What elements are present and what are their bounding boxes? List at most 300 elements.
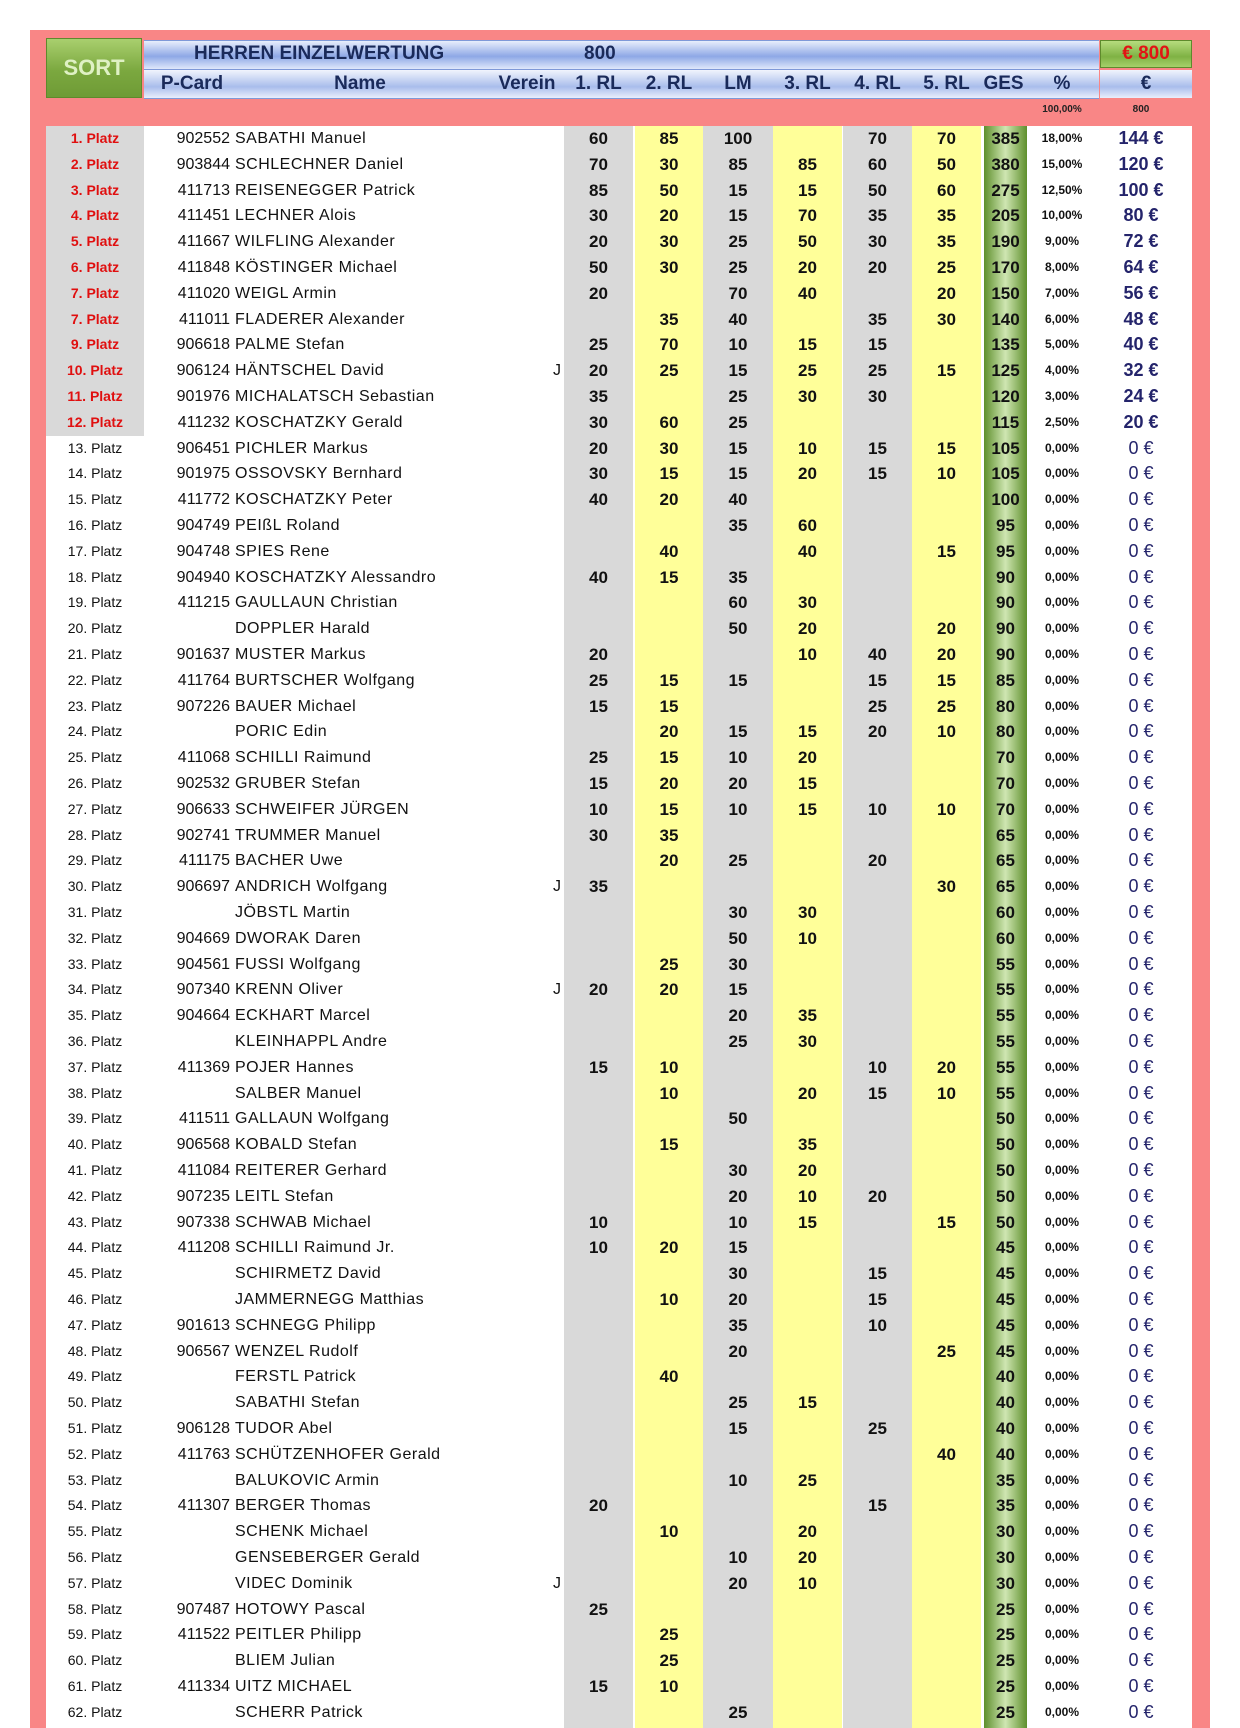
euro-cell: 0 € <box>1128 1650 1154 1671</box>
percent-cell: 0,00% <box>1044 1008 1080 1023</box>
lm-score: 40 <box>728 490 748 510</box>
place-cell: 25. Platz <box>67 749 123 766</box>
round5-score <box>912 590 981 616</box>
table-row[interactable] <box>46 668 1192 694</box>
table-row[interactable] <box>46 874 1192 900</box>
name-cell: SABATHI Stefan <box>235 1394 360 1412</box>
round5-score: 25 <box>937 696 956 716</box>
percent-cell: 0,00% <box>1044 621 1080 636</box>
place-cell: 37. Platz <box>67 1058 123 1075</box>
table-row[interactable] <box>46 1003 1192 1029</box>
place-cell: 53. Platz <box>67 1471 123 1488</box>
pcard-cell: 411232 <box>177 413 230 431</box>
round4-score: 25 <box>868 1419 887 1438</box>
name-cell: JÖBSTL Martin <box>235 904 351 921</box>
name-cell: LEITL Stefan <box>235 1187 334 1205</box>
percent-cell: 0,00% <box>1044 1524 1080 1539</box>
table-row[interactable] <box>46 1390 1192 1416</box>
round2-score: 40 <box>659 541 679 561</box>
place-cell: 24. Platz <box>67 723 123 740</box>
round1-score: 40 <box>589 567 608 587</box>
name-cell: PALME Stefan <box>235 336 345 354</box>
round1-score <box>564 848 633 874</box>
table-row[interactable] <box>46 926 1192 952</box>
round3-score <box>773 307 842 333</box>
lm-score <box>703 1442 773 1468</box>
round3-score <box>773 823 842 849</box>
table-row[interactable] <box>46 1674 1192 1700</box>
table-row[interactable] <box>46 1468 1192 1494</box>
total-score: 40 <box>996 1367 1015 1387</box>
place-cell: 14. Platz <box>67 465 123 482</box>
euro-cell: 0 € <box>1128 1031 1154 1051</box>
round3-score: 20 <box>798 619 817 639</box>
pcard-cell: 906568 <box>176 1136 230 1154</box>
table-row[interactable] <box>46 1235 1192 1261</box>
lm-score: 15 <box>728 722 748 742</box>
total-score: 30 <box>996 1522 1015 1542</box>
round2-score <box>635 1390 703 1416</box>
table-row[interactable] <box>46 410 1192 436</box>
place-cell: 39. Platz <box>67 1110 123 1127</box>
round1-score: 60 <box>589 129 608 148</box>
table-row[interactable] <box>46 255 1192 281</box>
euro-cell: 100 € <box>1118 179 1164 200</box>
table-row[interactable] <box>46 1055 1192 1081</box>
round5-score <box>912 771 981 797</box>
table-row[interactable] <box>46 513 1192 539</box>
round2-score <box>635 642 703 668</box>
round2-score: 20 <box>659 1238 679 1258</box>
round3-score <box>773 1106 842 1132</box>
table-row[interactable] <box>46 1364 1192 1390</box>
round1-score <box>564 1622 633 1648</box>
round2-score: 30 <box>659 154 679 174</box>
euro-cell: 20 € <box>1123 411 1159 432</box>
pcard-cell <box>154 719 230 745</box>
name-cell: SCHNEGG Philipp <box>235 1316 376 1334</box>
column-header-ges[interactable]: GES <box>983 73 1024 94</box>
table-row[interactable] <box>46 1106 1192 1132</box>
euro-cell: 0 € <box>1128 1443 1154 1464</box>
column-header-r2[interactable]: 2. RL <box>645 73 693 94</box>
pcard-cell: 411208 <box>177 1239 230 1257</box>
table-row[interactable] <box>46 487 1192 513</box>
sheet-title: HERREN EINZELWERTUNG <box>194 43 445 64</box>
percent-cell: 0,00% <box>1044 724 1080 739</box>
pcard-cell: 902552 <box>176 130 230 147</box>
table-row[interactable] <box>46 1648 1192 1674</box>
round4-score <box>843 281 912 307</box>
euro-cell: 0 € <box>1128 1392 1154 1413</box>
round1-score <box>564 1519 633 1545</box>
column-header-r5[interactable]: 5. RL <box>923 73 970 94</box>
round5-score <box>912 1184 981 1210</box>
table-row[interactable] <box>46 436 1192 462</box>
table-row[interactable] <box>46 1519 1192 1545</box>
round3-score <box>773 1364 842 1390</box>
euro-cell: 0 € <box>1128 1134 1154 1155</box>
round3-score <box>773 977 842 1003</box>
table-row[interactable] <box>46 952 1192 978</box>
percent-cell: 4,00% <box>1044 363 1080 378</box>
sort-button[interactable]: SORT <box>46 38 142 98</box>
table-row[interactable] <box>46 1081 1192 1107</box>
round2-score: 30 <box>659 438 679 458</box>
euro-cell: 56 € <box>1123 282 1159 303</box>
round2-score: 30 <box>659 258 679 277</box>
euro-cell: 64 € <box>1123 257 1159 277</box>
euro-cell: 0 € <box>1128 669 1154 690</box>
round3-score: 20 <box>798 748 817 768</box>
round1-score <box>564 1029 633 1055</box>
lm-score: 15 <box>728 464 748 484</box>
euro-cell: 0 € <box>1128 1624 1154 1645</box>
euro-cell: 0 € <box>1128 463 1154 484</box>
table-row[interactable] <box>46 694 1192 720</box>
round4-score <box>843 1468 912 1494</box>
percent-cell: 0,00% <box>1044 440 1080 455</box>
table-row[interactable] <box>46 203 1192 229</box>
round1-score: 85 <box>589 180 608 200</box>
name-cell: HOTOWY Pascal <box>235 1600 366 1618</box>
table-row[interactable] <box>46 1493 1192 1519</box>
table-row[interactable] <box>46 1339 1192 1365</box>
euro-cell: 0 € <box>1128 1340 1154 1361</box>
round2-score <box>635 1261 703 1287</box>
percent-cell: 0,00% <box>1044 879 1080 894</box>
table-row[interactable] <box>46 771 1192 797</box>
round1-score <box>564 1468 633 1494</box>
total-score: 50 <box>996 1109 1015 1129</box>
round4-score <box>843 1364 912 1390</box>
round1-score: 10 <box>589 1238 608 1258</box>
round1-score <box>564 307 633 333</box>
table-row[interactable] <box>46 1545 1192 1571</box>
euro-cell: 0 € <box>1128 850 1154 871</box>
lm-score: 30 <box>728 1161 748 1180</box>
euro-cell: 0 € <box>1128 1521 1154 1542</box>
table-row[interactable] <box>46 848 1192 874</box>
table-row[interactable] <box>46 1287 1192 1313</box>
percent-cell: 0,00% <box>1044 853 1080 868</box>
table-row[interactable] <box>46 590 1192 616</box>
table-row[interactable] <box>46 1597 1192 1623</box>
table-row[interactable] <box>46 1700 1192 1726</box>
total-score: 80 <box>996 722 1015 742</box>
lm-score: 30 <box>728 954 748 974</box>
table-row[interactable] <box>46 384 1192 410</box>
round4-score: 20 <box>868 851 887 871</box>
table-row[interactable] <box>46 307 1192 333</box>
table-row[interactable] <box>46 642 1192 668</box>
table-row[interactable] <box>46 1416 1192 1442</box>
round2-score <box>635 1416 703 1442</box>
percent-cell: 0,00% <box>1044 1679 1080 1693</box>
lm-score <box>703 1055 773 1081</box>
round1-score <box>564 1700 633 1726</box>
table-row[interactable] <box>46 229 1192 255</box>
total-score: 35 <box>996 1496 1015 1516</box>
total-score: 70 <box>996 748 1015 768</box>
table-row[interactable] <box>46 565 1192 591</box>
round4-score <box>843 616 912 642</box>
lm-score: 35 <box>728 567 748 587</box>
round2-score <box>635 1184 703 1210</box>
table-row[interactable] <box>46 358 1192 384</box>
total-score: 40 <box>996 1444 1015 1464</box>
place-cell: 15. Platz <box>67 491 123 508</box>
table-row[interactable] <box>46 719 1192 745</box>
euro-cell: 120 € <box>1118 153 1164 174</box>
table-row[interactable] <box>46 616 1192 642</box>
round1-score <box>564 1261 633 1287</box>
place-cell: 19. Platz <box>67 594 123 611</box>
round1-score <box>564 590 633 616</box>
table-row[interactable] <box>46 1210 1192 1236</box>
place-cell: 23. Platz <box>67 697 123 714</box>
percent-cell: 6,00% <box>1044 311 1080 326</box>
place-cell: 6. Platz <box>46 255 144 281</box>
table-row[interactable] <box>46 1158 1192 1184</box>
column-header-pct[interactable]: % <box>1053 73 1071 94</box>
round4-score <box>843 1571 912 1597</box>
round5-score: 70 <box>937 129 956 148</box>
euro-cell: 48 € <box>1123 308 1159 329</box>
round1-score <box>564 1106 633 1132</box>
table-row[interactable] <box>46 178 1192 204</box>
place-cell: 26. Platz <box>67 775 123 791</box>
round3-score <box>773 694 842 720</box>
round4-score <box>843 1390 912 1416</box>
table-row[interactable] <box>46 900 1192 926</box>
pcard-cell: 906451 <box>176 439 230 457</box>
place-cell: 3. Platz <box>46 178 144 204</box>
percent-cell: 0,00% <box>1044 1601 1080 1616</box>
column-header-r1[interactable]: 1. RL <box>575 73 622 94</box>
lm-score: 15 <box>728 180 748 200</box>
round4-score <box>843 487 912 513</box>
table-row[interactable] <box>46 1442 1192 1468</box>
round5-score <box>912 1571 981 1597</box>
name-cell: KÖSTINGER Michael <box>235 259 398 276</box>
round4-score <box>843 513 912 539</box>
total-score: 25 <box>996 1677 1015 1696</box>
place-cell: 49. Platz <box>67 1368 123 1385</box>
euro-cell: 0 € <box>1128 721 1154 742</box>
lm-score: 15 <box>728 438 748 458</box>
euro-cell: 0 € <box>1128 1005 1154 1026</box>
table-row[interactable] <box>46 977 1192 1003</box>
euro-cell: 0 € <box>1128 1676 1154 1696</box>
total-score: 50 <box>996 1161 1015 1180</box>
round3-score: 30 <box>798 1032 817 1051</box>
round5-score <box>912 1132 981 1158</box>
round4-score: 15 <box>868 335 887 355</box>
pcard-cell: 411511 <box>178 1110 230 1128</box>
round2-score <box>635 1210 703 1236</box>
round2-score: 50 <box>659 180 679 200</box>
round4-score <box>843 874 912 900</box>
table-row[interactable] <box>46 281 1192 307</box>
round5-score: 15 <box>937 1212 956 1232</box>
round1-score: 15 <box>589 1057 608 1077</box>
table-row[interactable] <box>46 823 1192 849</box>
total-score: 50 <box>996 1186 1015 1206</box>
pcard-cell: 411215 <box>177 594 230 612</box>
percent-cell: 0,00% <box>1044 1550 1080 1564</box>
total-score: 55 <box>996 1006 1015 1026</box>
name-cell: WILFLING Alexander <box>235 233 396 251</box>
round2-score <box>635 1571 703 1597</box>
table-row[interactable] <box>46 1132 1192 1158</box>
column-header-r3[interactable]: 3. RL <box>784 73 831 94</box>
table-row[interactable] <box>46 1184 1192 1210</box>
pcard-cell <box>154 616 230 642</box>
table-row[interactable] <box>46 1261 1192 1287</box>
table-row[interactable] <box>46 126 1192 152</box>
table-row[interactable] <box>46 461 1192 487</box>
percent-cell: 0,00% <box>1044 1292 1080 1306</box>
place-cell: 57. Platz <box>67 1574 123 1591</box>
table-row[interactable] <box>46 1622 1192 1648</box>
round5-score: 25 <box>937 258 956 277</box>
lm-score <box>703 874 773 900</box>
round5-score <box>912 926 981 952</box>
table-row[interactable] <box>46 1313 1192 1339</box>
round3-score <box>773 1261 842 1287</box>
lm-score: 30 <box>728 903 748 922</box>
round3-score: 20 <box>798 1083 817 1103</box>
round1-score: 30 <box>589 464 608 484</box>
percent-cell: 0,00% <box>1044 1575 1080 1590</box>
round5-score: 60 <box>937 180 956 200</box>
lm-score: 25 <box>728 1393 748 1413</box>
round5-score <box>912 745 981 771</box>
total-score: 40 <box>996 1419 1015 1438</box>
round5-score <box>912 332 981 358</box>
round3-score <box>773 1416 842 1442</box>
round4-score <box>843 1003 912 1029</box>
lm-score: 25 <box>728 412 748 432</box>
lm-score: 20 <box>728 1290 748 1309</box>
pcard-cell: 411011 <box>178 310 230 328</box>
table-row[interactable] <box>46 745 1192 771</box>
table-row[interactable] <box>46 539 1192 565</box>
total-score: 150 <box>991 283 1020 303</box>
euro-cell: 80 € <box>1123 205 1159 226</box>
name-cell: JAMMERNEGG Matthias <box>235 1291 425 1308</box>
name-cell: SCHWEIFER JÜRGEN <box>235 800 410 818</box>
name-cell: PORIC Edin <box>235 723 328 741</box>
table-row[interactable] <box>46 797 1192 823</box>
table-row[interactable] <box>46 1571 1192 1597</box>
round2-score <box>635 513 703 539</box>
name-cell: SCHIRMETZ David <box>235 1265 382 1283</box>
round5-score: 15 <box>937 438 956 458</box>
round4-score <box>843 590 912 616</box>
total-score: 125 <box>991 361 1020 381</box>
euro-cell: 0 € <box>1128 437 1154 458</box>
round4-score <box>843 926 912 952</box>
round2-score: 20 <box>659 851 679 871</box>
round2-score: 10 <box>659 1522 679 1542</box>
name-cell: PEIßL Roland <box>235 517 341 534</box>
total-score: 95 <box>996 516 1015 535</box>
total-score: 45 <box>996 1341 1015 1361</box>
name-cell: BERGER Thomas <box>235 1497 372 1515</box>
round3-score: 30 <box>798 387 817 406</box>
pcard-cell: 906618 <box>176 336 230 354</box>
round2-score: 10 <box>659 1677 679 1696</box>
pcard-cell <box>154 1519 230 1545</box>
lm-score <box>703 694 773 720</box>
euro-cell: 0 € <box>1128 566 1154 587</box>
lm-score: 15 <box>728 980 748 1000</box>
column-header-verein[interactable]: Verein <box>498 73 556 94</box>
table-row[interactable] <box>46 1029 1192 1055</box>
percent-cell: 0,00% <box>1044 1369 1080 1384</box>
pcard-cell: 411334 <box>177 1678 230 1695</box>
round2-score: 25 <box>659 1625 679 1645</box>
name-cell: KOSCHATZKY Gerald <box>235 413 403 431</box>
table-row[interactable] <box>46 332 1192 358</box>
round2-score <box>635 1313 703 1339</box>
round3-score <box>773 1648 842 1674</box>
pcard-cell: 411667 <box>177 233 230 251</box>
round1-score: 15 <box>589 1677 608 1696</box>
place-cell: 22. Platz <box>67 671 123 688</box>
percent-cell: 0,00% <box>1044 1704 1080 1719</box>
column-header-card[interactable]: P-Card <box>160 73 224 94</box>
column-header-r4[interactable]: 4. RL <box>854 73 901 94</box>
place-cell: 36. Platz <box>67 1033 123 1049</box>
round5-score <box>912 1390 981 1416</box>
round1-score: 50 <box>589 258 608 277</box>
round5-score <box>912 1287 981 1313</box>
table-row[interactable] <box>46 152 1192 178</box>
round1-score: 25 <box>589 670 608 690</box>
round5-score <box>912 848 981 874</box>
place-cell: 20. Platz <box>67 620 123 637</box>
round2-score: 25 <box>659 361 679 381</box>
column-header-name[interactable]: Name <box>334 73 386 94</box>
round3-score <box>773 487 842 513</box>
name-cell: BURTSCHER Wolfgang <box>235 671 416 689</box>
round4-score <box>843 1339 912 1365</box>
round4-score: 15 <box>868 1083 887 1103</box>
round2-score: 20 <box>659 206 679 226</box>
place-cell: 10. Platz <box>46 358 144 384</box>
round2-score <box>635 926 703 952</box>
euro-cell: 0 € <box>1128 644 1154 664</box>
round1-score: 15 <box>589 774 608 793</box>
place-cell: 16. Platz <box>67 517 123 533</box>
lm-score: 15 <box>728 1419 748 1438</box>
percent-cell: 0,00% <box>1044 750 1080 765</box>
round4-score: 20 <box>868 722 887 742</box>
round1-score <box>564 1390 633 1416</box>
column-header-lm[interactable]: LM <box>724 73 752 94</box>
euro-cell: 0 € <box>1128 798 1154 819</box>
round4-score: 50 <box>868 180 887 200</box>
round1-score <box>564 1648 633 1674</box>
round4-score <box>843 823 912 849</box>
place-cell: 11. Platz <box>46 384 144 410</box>
round2-score <box>635 1468 703 1494</box>
total-score: 40 <box>996 1393 1015 1413</box>
percent-cell: 0,00% <box>1044 1498 1080 1513</box>
